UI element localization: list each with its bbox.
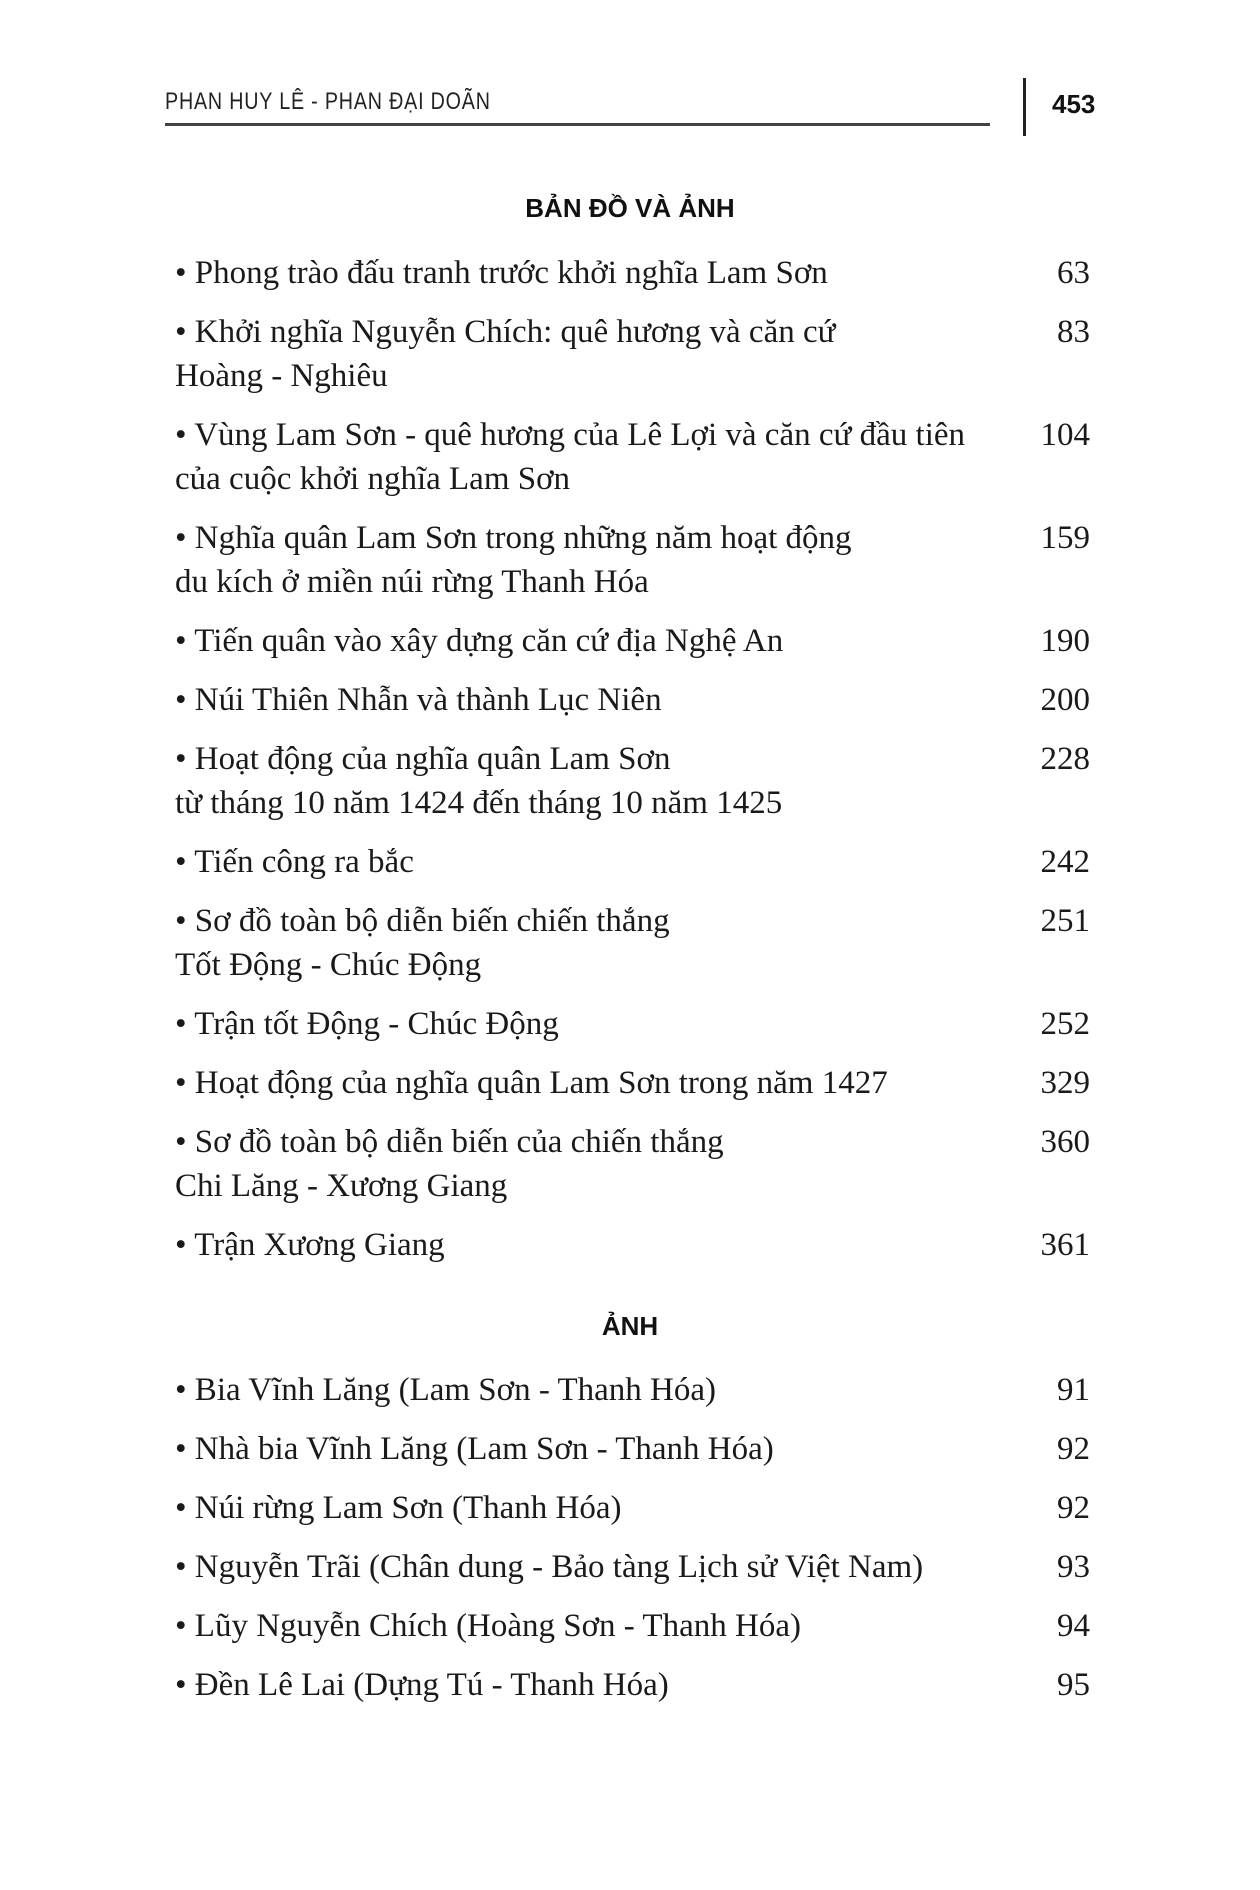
- entry-title-line: • Nghĩa quân Lam Sơn trong những năm hoạt động: [175, 520, 852, 556]
- entry-title: [175, 516, 995, 604]
- entry-title: [175, 678, 995, 722]
- list-item: [175, 1061, 1090, 1105]
- list-item: [175, 899, 1090, 987]
- entry-title: [175, 737, 995, 825]
- entry-page-number: 251: [1040, 903, 1090, 939]
- entry-page-number: 360: [1040, 1124, 1090, 1160]
- entry-page-number: 159: [1040, 520, 1090, 556]
- entry-page-number: 252: [1040, 1006, 1090, 1042]
- entry-title: [175, 1368, 995, 1412]
- entry-title: [175, 310, 995, 398]
- entry-title-line: • Tiến quân vào xây dựng căn cứ địa Nghệ An: [175, 623, 784, 659]
- entry-title: [175, 840, 995, 884]
- entry-page-number: 190: [1040, 623, 1090, 659]
- entry-title-line: từ tháng 10 năm 1424 đến tháng 10 năm 1425: [175, 785, 783, 821]
- list-item: [175, 1663, 1090, 1707]
- header-rule: [165, 123, 990, 126]
- entry-title-line: du kích ở miền núi rừng Thanh Hóa: [175, 564, 649, 600]
- entry-title-line: • Sơ đồ toàn bộ diễn biến chiến thắng: [175, 903, 670, 939]
- list-item: [175, 737, 1090, 825]
- list-item: [175, 1604, 1090, 1648]
- entry-title-line: • Phong trào đấu tranh trước khởi nghĩa Lam Sơn: [175, 255, 828, 291]
- entry-title: [175, 1002, 995, 1046]
- entry-title: [175, 1427, 995, 1471]
- list-item: [175, 1545, 1090, 1589]
- entry-title-line: • Nhà bia Vĩnh Lăng (Lam Sơn - Thanh Hóa): [175, 1431, 774, 1467]
- entry-title: [175, 619, 995, 663]
- list-item: [175, 840, 1090, 884]
- entry-title-line: • Vùng Lam Sơn - quê hương của Lê Lợi và căn cứ đầu tiên: [175, 417, 966, 453]
- entry-page-number: 95: [1057, 1667, 1090, 1703]
- entry-page-number: 91: [1057, 1372, 1090, 1408]
- list-item: [175, 1427, 1090, 1471]
- photos-list: [175, 1368, 1090, 1722]
- list-item: [175, 251, 1090, 295]
- entry-title-line: của cuộc khởi nghĩa Lam Sơn: [175, 461, 571, 497]
- list-item: [175, 1002, 1090, 1046]
- entry-title-line: • Núi Thiên Nhẫn và thành Lục Niên: [175, 682, 662, 718]
- entry-title: [175, 413, 995, 501]
- entry-page-number: 361: [1040, 1227, 1090, 1263]
- entry-title: [175, 1061, 995, 1105]
- header-divider: [1023, 78, 1026, 136]
- list-item: [175, 1120, 1090, 1208]
- entry-title: [175, 1604, 995, 1648]
- entry-title-line: • Trận Xương Giang: [175, 1227, 445, 1263]
- maps-list: [175, 251, 1090, 1282]
- list-item: [175, 1486, 1090, 1530]
- entry-title-line: Hoàng - Nghiêu: [175, 358, 388, 394]
- entry-title-line: • Hoạt động của nghĩa quân Lam Sơn: [175, 741, 671, 777]
- list-item: [175, 310, 1090, 398]
- entry-title: [175, 1223, 995, 1267]
- entry-title-line: • Núi rừng Lam Sơn (Thanh Hóa): [175, 1490, 622, 1526]
- entry-title-line: • Bia Vĩnh Lăng (Lam Sơn - Thanh Hóa): [175, 1372, 717, 1408]
- entry-title-line: • Lũy Nguyễn Chích (Hoàng Sơn - Thanh Hóa): [175, 1608, 801, 1644]
- entry-title: [175, 899, 995, 987]
- entry-page-number: 200: [1040, 682, 1090, 718]
- entry-page-number: 329: [1040, 1065, 1090, 1101]
- page-number: 453: [1052, 89, 1096, 119]
- list-item: [175, 619, 1090, 663]
- entry-page-number: 228: [1040, 741, 1090, 777]
- entry-title: [175, 1120, 995, 1208]
- entry-title-line: • Sơ đồ toàn bộ diễn biến của chiến thắng: [175, 1124, 724, 1160]
- entry-title: [175, 251, 995, 295]
- entry-title-line: Chi Lăng - Xương Giang: [175, 1168, 508, 1204]
- entry-title-line: • Khởi nghĩa Nguyễn Chích: quê hương và căn cứ: [175, 314, 836, 350]
- list-item: [175, 1223, 1090, 1267]
- entry-page-number: 92: [1057, 1490, 1090, 1526]
- entry-title-line: Tốt Động - Chúc Động: [175, 947, 482, 983]
- entry-page-number: 92: [1057, 1431, 1090, 1467]
- entry-title-line: • Hoạt động của nghĩa quân Lam Sơn trong năm 1427: [175, 1065, 888, 1101]
- list-item: [175, 516, 1090, 604]
- entry-page-number: 93: [1057, 1549, 1090, 1585]
- entry-page-number: 104: [1040, 417, 1090, 453]
- entry-title: [175, 1663, 995, 1707]
- entry-title-line: • Trận tốt Động - Chúc Động: [175, 1006, 559, 1042]
- list-item: [175, 1368, 1090, 1412]
- list-item: [175, 413, 1090, 501]
- list-item: [175, 678, 1090, 722]
- entry-title: [175, 1486, 995, 1530]
- entry-page-number: 83: [1057, 314, 1090, 350]
- entry-title-line: • Đền Lê Lai (Dựng Tú - Thanh Hóa): [175, 1667, 669, 1703]
- entry-page-number: 94: [1057, 1608, 1090, 1644]
- running-head: PHAN HUY LÊ - PHAN ĐẠI DOÃN: [165, 88, 491, 115]
- section-title-photos: ẢNH: [601, 1311, 659, 1341]
- entry-title-line: • Nguyễn Trãi (Chân dung - Bảo tàng Lịch sử Việt Nam): [175, 1549, 924, 1585]
- entry-title-line: • Tiến công ra bắc: [175, 844, 414, 880]
- entry-page-number: 63: [1057, 255, 1090, 291]
- entry-title: [175, 1545, 995, 1589]
- section-title-maps-photos: BẢN ĐỒ VÀ ẢNH: [525, 193, 735, 223]
- entry-page-number: 242: [1040, 844, 1090, 880]
